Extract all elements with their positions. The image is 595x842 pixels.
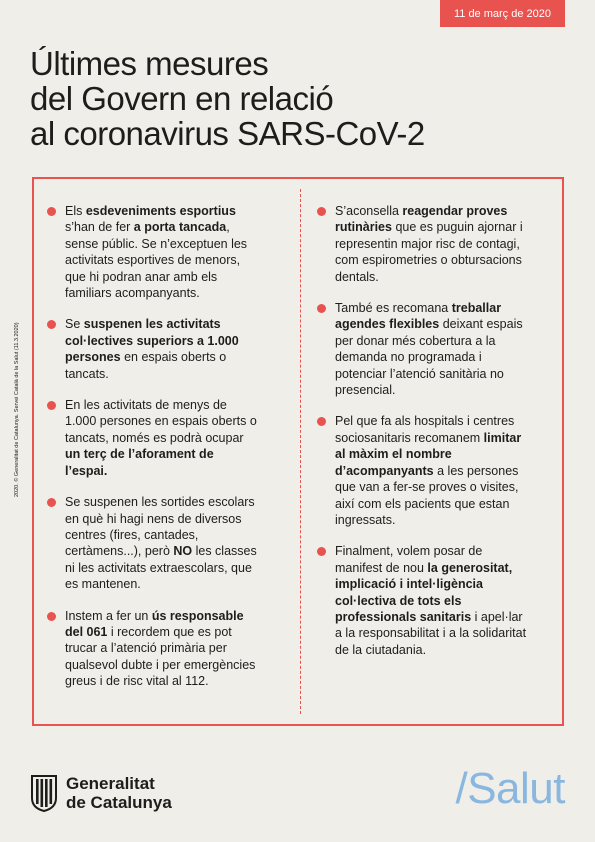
bullet-dot-icon [317,304,326,313]
measures-panel [32,177,564,726]
salut-brand: /Salut [455,764,565,813]
measure-text: Finalment, volem posar de manifest de nou [335,544,483,575]
measure-text: s’han de fer [65,220,134,235]
measure-text-bold: la generositat, implicació i intel·ligència col·lectiva de tots els professionals sanitaris [335,560,513,624]
measure-text-bold: reagendar proves rutinàries [335,204,508,235]
bullet-dot-icon [47,498,56,507]
generalitat-emblem-icon [30,774,58,812]
measure-item [317,300,527,398]
measure-item [47,494,257,592]
measure-item [47,608,257,690]
measure-item [317,203,527,285]
logo-line: de Catalunya [66,793,172,812]
bullet-dot-icon [317,417,326,426]
measure-text-bold: suspenen les activitats col·lectives superiors a 1.000 persones [65,317,239,365]
generalitat-name [66,774,172,812]
bullet-dot-icon [47,320,56,329]
title-line: del Govern en relació [30,80,334,117]
bullet-dot-icon [317,547,326,556]
measure-text: Se suspenen les sortides escolars en què hi hagi nens de diversos centres (fires, cantades, certàmens...), però [65,495,255,559]
measure-text: Els [65,204,86,218]
bullet-dot-icon [47,401,56,410]
logo-line: Generalitat [66,774,155,793]
measure-text: Se [65,317,84,332]
measure-text: i recordem que es pot trucar a l’atenció primària per qualsevol dubte i per emergències greus i de risc vital al 112. [65,624,256,689]
measure-text: S’aconsella [335,204,403,218]
measure-text: que es puguin ajornar i representin major risc de contagi, com espirometries o obtursacions dentals. [335,220,523,284]
copyright-note: 2020. © Generalitat de Catalunya. Servei Català de la Salut (11.3.2020) [14,322,20,497]
measure-text-bold: a porta tancada [133,220,227,235]
left-column [47,203,257,705]
measure-text: les classes ni les activitats extraescolars, que es mantenen. [65,544,257,592]
bullet-dot-icon [47,207,56,216]
measure-text-bold: treballar agendes flexibles [335,301,502,332]
measure-text: , sense públic. Se n’exceptuen les activitats esportives de menors, que hi podran anar amb els familiars acompanyants. [65,220,248,301]
bullet-dot-icon [317,207,326,216]
measure-text-bold: esdeveniments esportius [85,204,236,218]
measure-text-bold: ús responsable del 061 [65,608,244,639]
measure-item [317,543,527,658]
measure-text: deixant espais per donar més cobertura a la demanda no programada i potenciar l’atenció sanitària no presencial. [335,317,523,398]
measure-text: També es recomana [335,301,452,316]
title-line: Últimes mesures [30,45,269,82]
measure-item [47,397,257,479]
measure-text-bold: NO [173,544,193,559]
page-title [30,46,550,151]
measure-text: Instem a fer un [65,608,152,623]
measure-item [47,316,257,382]
measure-text: en espais oberts o tancats. [65,350,227,381]
measure-text: i apel·lar a la responsabilitat i a la solidaritat de la ciutadania. [335,609,527,657]
date-badge: 11 de març de 2020 [440,0,565,27]
generalitat-logo [30,774,172,812]
bullet-dot-icon [47,612,56,621]
right-column [317,203,527,673]
measure-text: Pel que fa als hospitals i centres sociosanitaris recomanem [335,414,515,445]
measure-text-bold: un terç de l’aforament de l’espai. [65,447,214,478]
measure-text: a les persones que van a fer-se proves o visites, així com els pacients que estan ingressats. [335,463,519,527]
measure-item [317,413,527,528]
measure-item [47,203,257,301]
measure-text: En les activitats de menys de 1.000 persones en espais oberts o tancats, només es podrà ocupar [65,398,257,445]
measure-text-bold: limitar al màxim el nombre d’acompanyants [335,430,522,478]
title-line: al coronavirus SARS-CoV-2 [30,115,425,152]
column-divider [300,189,301,714]
